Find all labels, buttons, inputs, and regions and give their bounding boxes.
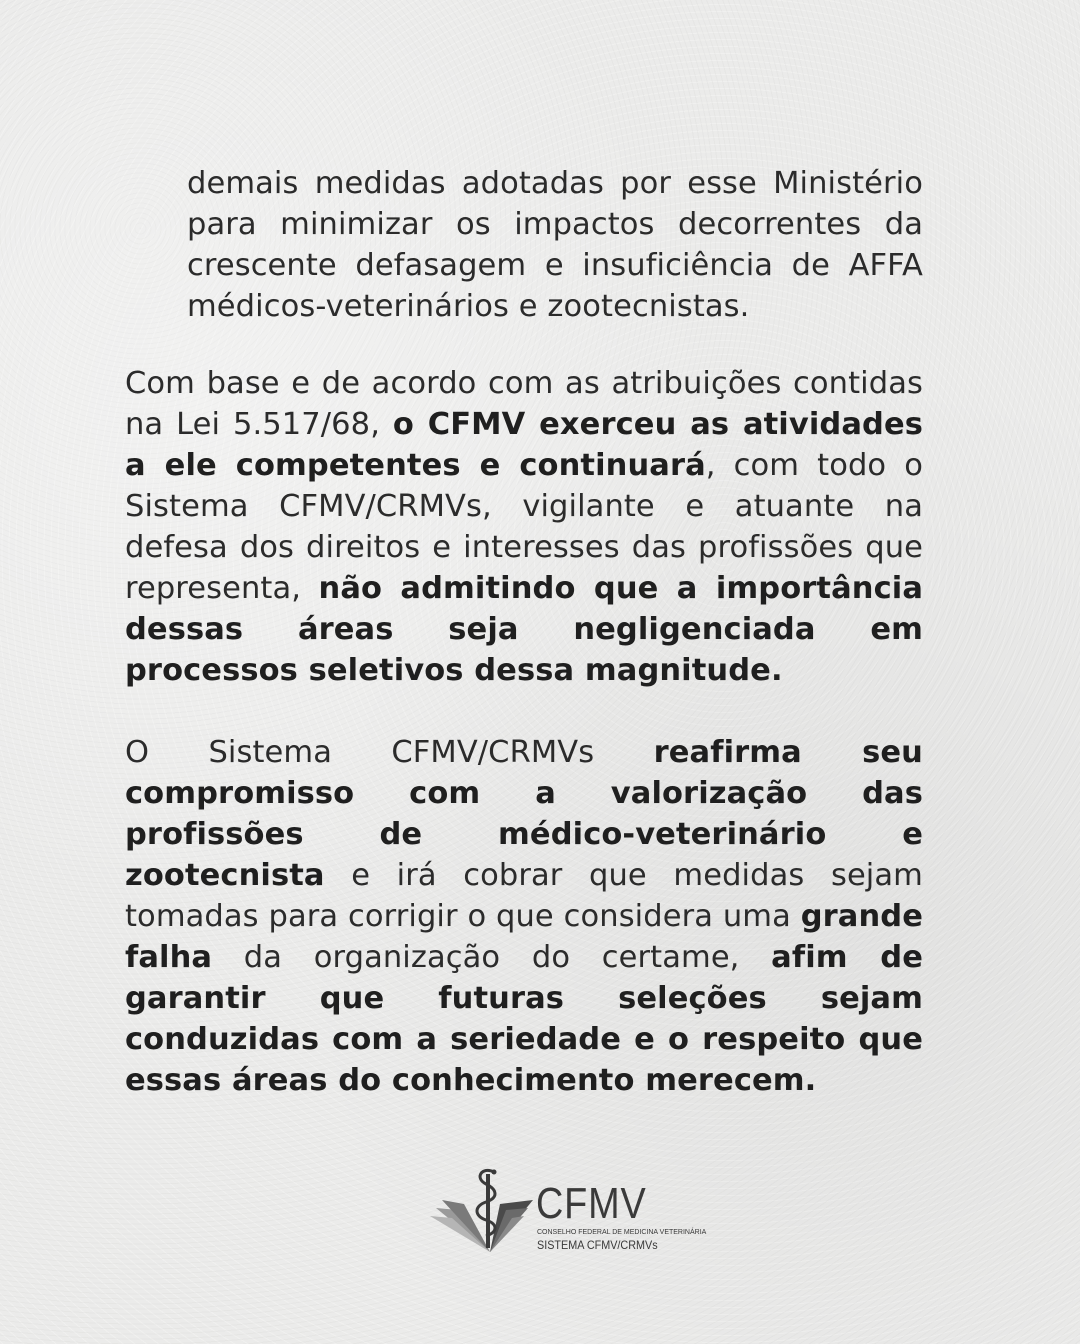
text-run: , com todo o Sistema CFMV/CRMVs, vigilante e atuante na defesa dos direitos e interesses das profissões que representa, [125,448,923,606]
caduceus-v-icon [428,1160,538,1260]
bold-text-run: não admitindo que a importância dessas áreas seja negligenciada em processos seletivos dessa magnitude. [125,571,924,688]
logo-system: SISTEMA CFMV/CRMVs [537,1238,658,1252]
cfmv-logo [428,1160,707,1260]
bold-text-run: reafirma seu compromisso com a valorização das profissões de médico-veterinário e zootecnista [125,735,923,893]
logo-subtitle: CONSELHO FEDERAL DE MEDICINA VETERINÁRIA [537,1229,707,1236]
text-run: da organização do certame, [212,940,772,975]
text-run: O Sistema CFMV/CRMVs [125,735,654,770]
text-run: e irá cobrar que medidas sejam tomadas para corrigir o que considera uma [125,858,923,934]
paragraph-system-commitment [125,732,923,1101]
bold-text-run: grande falha [125,899,923,975]
paragraph-ministry-measures [187,163,923,327]
text-run: demais medidas adotadas por esse Ministério para minimizar os impactos decorrentes da crescente defasagem e insuficiência de AFFA médicos-veterinários e zootecnistas. [187,166,923,324]
logo-title: CFMV [536,1179,647,1228]
bold-text-run: afim de garantir que futuras seleções sejam conduzidas com a seriedade e o respeito que essas áreas do conhecimento merecem. [125,940,923,1098]
text-run: Com base e de acordo com as atribuições contidas na Lei 5.517/68, [125,366,923,442]
bold-text-run: o CFMV exerceu as atividades a ele competentes e continuará [125,407,923,483]
paragraph-cfmv-activities [125,363,923,691]
